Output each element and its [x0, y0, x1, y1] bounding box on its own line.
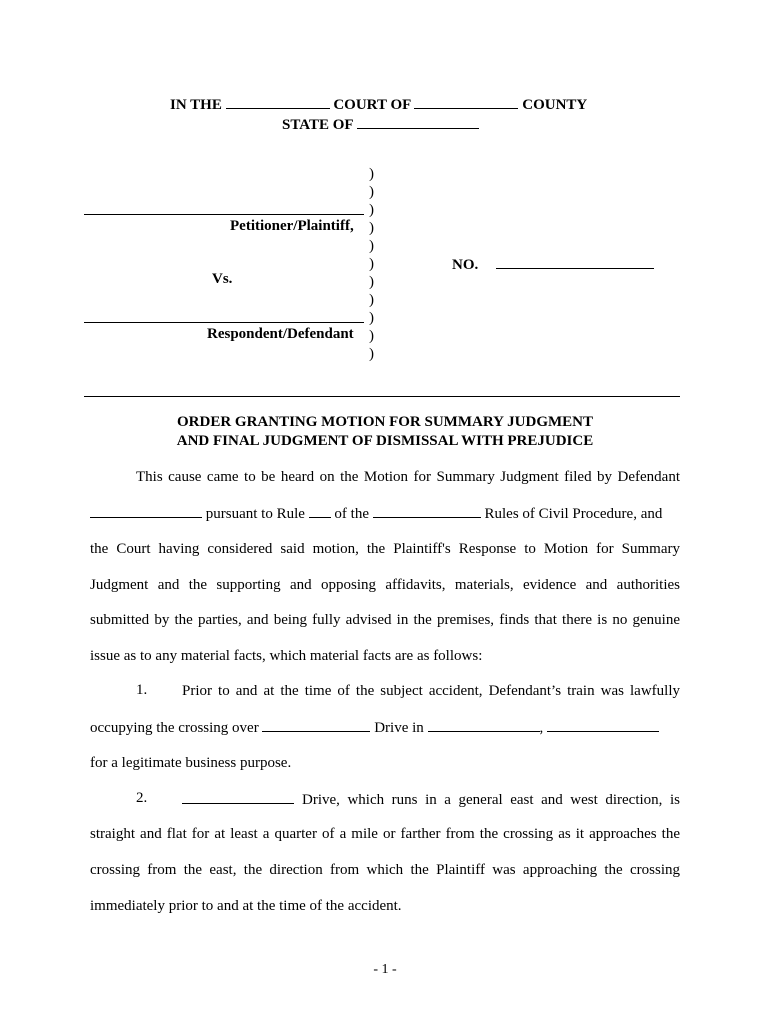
item2-line1: Drive, which runs in a general east and west direction, is	[182, 790, 680, 809]
paren: )	[369, 202, 374, 218]
petitioner-label: Petitioner/Plaintiff,	[230, 218, 354, 234]
rule-number-blank	[309, 504, 331, 518]
item2-line2: straight and flat for at least a quarter of a mile or farther from the crossing as it approaches the	[90, 826, 680, 842]
respondent-label: Respondent/Defendant	[207, 326, 354, 342]
court-name-blank	[226, 95, 330, 109]
petitioner-name-line	[84, 214, 364, 215]
paren: )	[369, 310, 374, 326]
caption-court-of: COURT OF	[333, 97, 411, 113]
caption-state-line	[282, 115, 479, 134]
item1-number: 1.	[136, 682, 148, 698]
paren: )	[369, 166, 374, 182]
item2-number: 2.	[136, 790, 148, 806]
versus-label: Vs.	[212, 271, 233, 287]
paragraph1-line5: submitted by the parties, and being fully advised in the premises, finds that there is no genuine	[90, 612, 680, 628]
state-name-blank	[357, 115, 479, 129]
drive-name-blank	[182, 790, 294, 804]
paren: )	[369, 274, 374, 290]
respondent-name-line	[84, 322, 364, 323]
caption-state-of: STATE OF	[282, 117, 353, 133]
paragraph1-line4: Judgment and the supporting and opposing affidavits, materials, evidence and authorities	[90, 577, 680, 593]
paragraph1-line6: issue as to any material facts, which material facts are as follows:	[90, 648, 483, 664]
paragraph1-line3: the Court having considered said motion, the Plaintiff's Response to Motion for Summary	[90, 541, 680, 557]
item1-line2: occupying the crossing over Drive in ,	[90, 718, 680, 737]
state-name-blank-body	[547, 718, 659, 732]
item1-line3: for a legitimate business purpose.	[90, 755, 292, 771]
paragraph1-line1: This cause came to be heard on the Motion for Summary Judgment filed by Defendant	[136, 469, 680, 485]
road-name-blank	[262, 718, 370, 732]
caption-divider	[84, 396, 680, 397]
item2-line4: immediately prior to and at the time of the accident.	[90, 898, 402, 914]
case-no-label: NO.	[452, 257, 479, 273]
jurisdiction-blank	[373, 504, 481, 518]
paren: )	[369, 256, 374, 272]
paren: )	[369, 238, 374, 254]
paren: )	[369, 184, 374, 200]
defendant-name-blank	[90, 504, 202, 518]
case-number-blank	[496, 255, 654, 269]
paren-column	[369, 165, 374, 363]
item2-line3: crossing from the east, the direction from which the Plaintiff was approaching the crossing	[90, 862, 680, 878]
city-name-blank	[428, 718, 540, 732]
paragraph1-line2: pursuant to Rule of the Rules of Civil Procedure, and	[90, 504, 680, 523]
item1-line1: Prior to and at the time of the subject accident, Defendant’s train was lawfully	[182, 683, 680, 699]
county-name-blank	[414, 95, 518, 109]
caption-in-the: IN THE	[170, 97, 222, 113]
paren: )	[369, 346, 374, 362]
paren: )	[369, 292, 374, 308]
caption-court-line	[170, 95, 587, 114]
caption-county: COUNTY	[522, 97, 588, 113]
page-number: - 1 -	[373, 962, 397, 977]
order-title-line1: ORDER GRANTING MOTION FOR SUMMARY JUDGMENT	[177, 414, 593, 430]
case-number-row	[452, 255, 654, 274]
paren: )	[369, 328, 374, 344]
paren: )	[369, 220, 374, 236]
order-title-line2: AND FINAL JUDGMENT OF DISMISSAL WITH PREJUDICE	[176, 433, 594, 449]
